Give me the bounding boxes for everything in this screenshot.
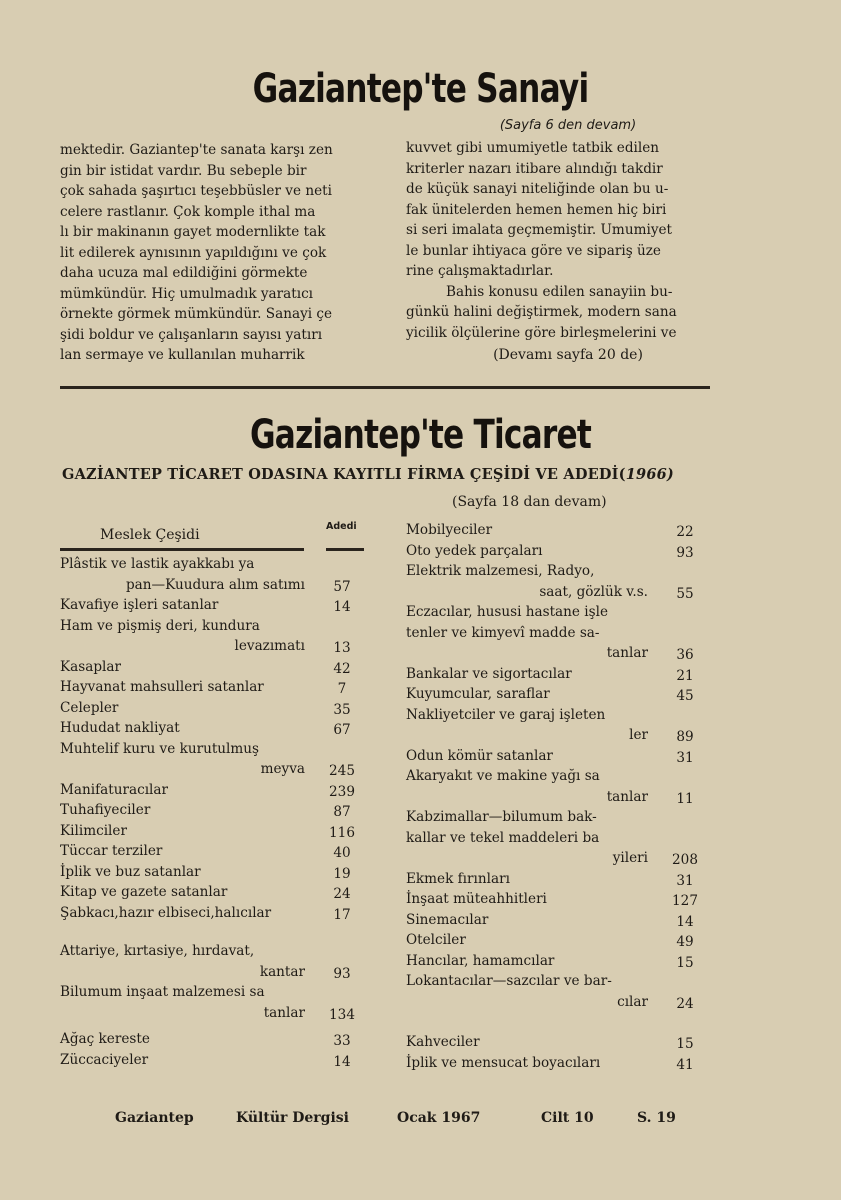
firm-type-label: Kuyumcular, saraflar [406, 686, 550, 702]
firm-count: 45 [676, 688, 694, 704]
firm-type-label: saat, gözlük v.s. [539, 583, 648, 600]
firm-type-label: Oto yedek parçaları [406, 542, 543, 559]
header-rule-profession [60, 548, 304, 551]
firm-count: 49 [676, 934, 694, 950]
firm-type-label: Odun kömür satanlar [406, 747, 553, 764]
article-line: kriterler nazarı itibare alındığı takdir [406, 160, 663, 177]
subtitle-text: GAZİANTEP TİCARET ODASINA KAYITLI FİRMA ÇEŞİDİ VE ADEDİ( [62, 466, 626, 483]
firm-count: 87 [333, 804, 351, 820]
firm-type-label: tanlar [606, 645, 648, 661]
article-line: fak ünitelerden hemen hemen hiç biri [406, 201, 667, 218]
header-rule-count [326, 548, 364, 551]
article-line: mektedir. Gaziantep'te sanata karşı zen [60, 142, 333, 158]
article-line: günkü halini değiştirmek, modern sana [406, 304, 677, 320]
firm-count: 14 [333, 599, 351, 615]
firm-type-label: levazımatı [234, 638, 305, 654]
firm-type-label: Kavafiye işleri satanlar [60, 597, 219, 613]
firm-count: 116 [329, 824, 355, 841]
firm-count: 22 [676, 524, 694, 540]
firm-count: 7 [337, 681, 347, 697]
continued-to-note: (Devamı sayfa 20 de) [493, 347, 643, 363]
firm-type-label: Tuhafiyeciler [60, 802, 151, 818]
footer-magazine: Kültür Dergisi [236, 1110, 349, 1126]
firm-type-label: Kasaplar [60, 658, 121, 675]
article-right-column [406, 116, 730, 366]
firm-type-label: Muhtelif kuru ve kurutulmuş [60, 740, 260, 757]
firm-count: 93 [676, 544, 694, 561]
page-footer [0, 1110, 841, 1132]
article-right-text [406, 138, 730, 282]
firm-type-label: kallar ve tekel maddeleri ba [406, 829, 600, 846]
firm-count: 24 [676, 995, 694, 1012]
firm-type-label: Züccaciyeler [60, 1051, 149, 1068]
firm-count: 21 [676, 667, 694, 684]
firm-count: 245 [329, 763, 355, 779]
profession-column-header: Meslek Çeşidi [100, 527, 200, 543]
firm-type-label: Bankalar ve sigortacılar [406, 665, 572, 682]
subtitle-year: 1966) [625, 466, 674, 483]
firm-type-label: tenler ve kimyevî madde sa- [406, 624, 600, 641]
firm-type-label: Nakliyetciler ve garaj işleten [406, 706, 606, 723]
firm-type-label: Akaryakıt ve makine yağı sa [406, 768, 600, 784]
article-line: lı bir makinanın gayet modernlikte tak [60, 224, 326, 240]
firm-type-label: Otelciler [406, 932, 466, 948]
firm-type-label: cılar [617, 993, 648, 1010]
firm-type-label: İnşaat müteahhitleri [406, 891, 547, 907]
firm-type-label: Ekmek fırınları [406, 870, 510, 887]
continued-from-note: (Sayfa 6 den devam) [499, 118, 637, 133]
firm-type-label: Tüccar terziler [60, 843, 163, 859]
firm-type-label: tanlar [263, 1004, 305, 1021]
firm-type-label: Şabkacı,hazır elbiseci,halıcılar [60, 904, 272, 921]
firm-type-label: tanlar [606, 788, 648, 805]
article-line: örnekte görmek mümkündür. Sanayi çe [60, 306, 333, 322]
firm-type-label: meyva [260, 761, 305, 777]
firm-count: 134 [329, 1006, 355, 1023]
headline-commerce: Gaziantep'te Ticaret [249, 412, 592, 458]
article-line: mümkündür. Hiç umulmadık yaratıcı [60, 285, 314, 302]
firm-type-label: Hayvanat mahsulleri satanlar [60, 679, 264, 695]
article-line: Bahis konusu edilen sanayiin bu- [446, 283, 673, 300]
firm-count: 15 [676, 1036, 694, 1052]
article-line: de küçük sanayi niteliğinde olan bu u- [406, 181, 669, 197]
firm-count: 239 [329, 783, 355, 800]
firm-count: 57 [333, 578, 351, 595]
firm-type-label: Kilimciler [60, 822, 127, 839]
firm-count: 89 [676, 729, 694, 745]
page-reference: (Sayfa 18 dan devam) [452, 494, 607, 510]
firm-type-label: Mobilyeciler [406, 522, 493, 538]
article-line: si seri imalata geçmemiştir. Umumiyet [406, 222, 673, 238]
firm-type-label: Sinemacılar [406, 911, 489, 928]
firm-count: 93 [333, 965, 351, 982]
firm-type-label: Ağaç kereste [60, 1031, 150, 1047]
firm-count: 41 [676, 1056, 694, 1073]
firm-count: 17 [333, 906, 351, 923]
article-line: le bunlar ihtiyaca göre ve sipariş üze [406, 242, 661, 259]
firm-count: 11 [676, 790, 694, 807]
firm-count: 42 [333, 660, 351, 677]
article-line: çok sahada şaşırtıcı teşebbüsler ve neti [60, 183, 332, 199]
firm-type-label: Attariye, kırtasiye, hırdavat, [60, 943, 255, 959]
firm-count: 127 [672, 893, 698, 909]
firm-type-label: kantar [259, 963, 305, 980]
article-line: yicilik ölçülerine göre birleşmelerini ve [406, 324, 677, 341]
article-line: lan sermaye ve kullanılan muharrik [60, 347, 305, 363]
article-line: kuvvet gibi umumiyetle tatbik edilen [406, 140, 660, 156]
firm-type-label: Kitap ve gazete satanlar [60, 884, 228, 900]
footer-city: Gaziantep [115, 1110, 194, 1126]
footer-issue: S. 19 [637, 1110, 676, 1126]
article-line: daha ucuza mal edildiğini görmekte [60, 265, 308, 281]
firm-count: 33 [333, 1033, 351, 1049]
firm-count: 208 [672, 852, 698, 868]
firm-count: 15 [676, 954, 694, 971]
headline-industry: Gaziantep'te Sanayi [252, 66, 589, 112]
firm-count: 14 [333, 1053, 351, 1070]
article-line: gin bir istidat vardır. Bu sebeple bir [60, 162, 307, 179]
firm-count: 31 [676, 749, 694, 766]
firm-type-label: Lokantacılar—sazcılar ve bar- [406, 973, 612, 989]
firm-count: 19 [333, 865, 351, 882]
firm-count: 13 [333, 640, 351, 656]
firm-type-label: Bilumum inşaat malzemesi sa [60, 984, 265, 1000]
firm-type-label: yileri [612, 850, 648, 866]
firm-type-label: Plâstik ve lastik ayakkabı ya [60, 556, 255, 572]
footer-date: Ocak 1967 [397, 1110, 481, 1126]
article-line: lit edilerek aynısının yapıldığını ve çok [60, 244, 327, 261]
firm-type-label: Elektrik malzemesi, Radyo, [406, 563, 595, 579]
firm-count: 55 [676, 585, 694, 602]
firm-type-label: ler [629, 727, 648, 743]
firm-count: 35 [333, 701, 351, 718]
firm-type-label: İplik ve mensucat boyacıları [406, 1054, 601, 1071]
firm-type-label: Eczacılar, hususi hastane işle [406, 604, 608, 620]
firm-count: 14 [676, 913, 694, 930]
firm-count: 36 [676, 647, 694, 663]
footer-volume: Cilt 10 [541, 1110, 594, 1126]
firm-type-label: Kabzimallar—bilumum bak- [406, 809, 597, 825]
section-divider [60, 386, 710, 389]
article-line: celere rastlanır. Çok komple ithal ma [60, 203, 316, 220]
table-subtitle [62, 466, 742, 483]
article-left-column [60, 140, 386, 366]
article-right-paragraph-2 [406, 282, 730, 344]
firm-type-label: Hududat nakliyat [60, 720, 180, 736]
firm-type-label: İplik ve buz satanlar [60, 863, 201, 880]
firm-type-label: Kahveciler [406, 1034, 480, 1050]
firm-type-label: Manifaturacılar [60, 781, 168, 798]
firm-count: 40 [333, 845, 351, 861]
firm-type-label: Ham ve pişmiş deri, kundura [60, 617, 260, 634]
article-line: rine çalışmaktadırlar. [406, 263, 554, 279]
firm-count: 67 [333, 722, 351, 738]
firm-count: 24 [333, 886, 351, 902]
firm-type-label: Hancılar, hamamcılar [406, 952, 555, 969]
count-column-header: Adedi [326, 521, 357, 532]
firm-type-label: Celepler [60, 699, 119, 716]
firm-count: 31 [676, 872, 694, 889]
article-line: şidi boldur ve çalışanların sayısı yatırı [60, 326, 323, 343]
firm-type-label: pan—Kuudura alım satımı [125, 576, 305, 593]
